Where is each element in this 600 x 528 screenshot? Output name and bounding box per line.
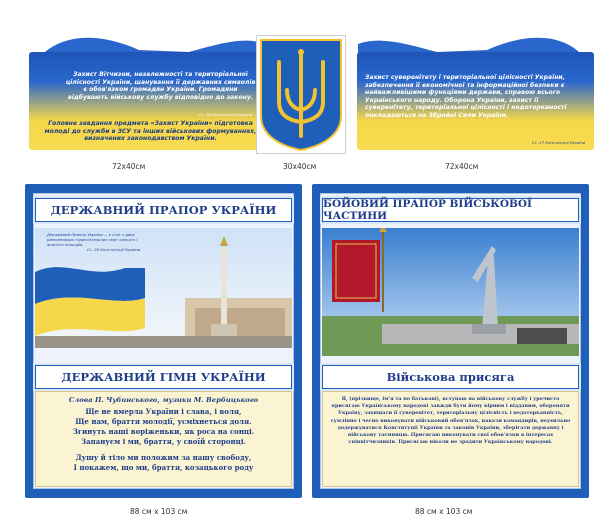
left-banner-text-2: Головне завдання предмета «Захист України» підготовка молоді до служби в ЗСУ та інших військових формуваннях, визначених законодавством України.: [44, 120, 257, 143]
flag-title: ДЕРЖАВНИЙ ПРАПОР УКРАЇНИ: [35, 198, 292, 222]
anthem-line: Душу й тіло ми положим за нашу свободу,: [75, 453, 252, 462]
anthem-line: І покажем, що ми, браття, козацького роду: [73, 463, 254, 472]
left-banner-cite: Ст. 65 Конституції України: [199, 112, 253, 117]
trident-icon: [257, 36, 345, 153]
right-banner-cite: Ст. 17 Конституції України: [532, 140, 586, 145]
emblem-size: 30x40см: [283, 162, 317, 171]
oath-text: Я, (прізвище, ім'я та по батькові), вступаю на військову службу і урочисто присягаю Українському народові завжди бути йому вірним і відданим, обороняти Україну, захищати її суверенітет, територіальну цілісність і недоторканність, сумлінно і чесно виконувати військовий обов'язок, накази командирів, неухильно додержуватися Конституції України та законів України, зберігати державну і військову таємницю. Присягаю виконувати свої обов'язки в інтересах співвітчизників. Присягаю ніколи не зрадити Українському народові.: [330, 396, 571, 446]
flag-anthem-poster: [25, 184, 302, 498]
motherland-photo: [322, 228, 579, 356]
anthem-title: ДЕРЖАВНИЙ ГІМН УКРАЇНИ: [35, 365, 292, 389]
battle-flag-poster: [312, 184, 589, 498]
left-banner-text-1: Захист Вітчизни, незалежності та територіальної цілісності України, шанування її державних символів є обов'язком громадян України. Громадяни відбувають військову службу відповідно до закону.: [65, 71, 256, 101]
left-banner-size: 72x40см: [112, 162, 146, 171]
oath-title: Військова присяга: [322, 365, 579, 389]
right-banner-size: 72x40см: [445, 162, 479, 171]
left-poster-size: 88 см х 103 см: [130, 507, 188, 516]
anthem-line: Ще не вмерла України і слава, і воля,: [85, 407, 242, 416]
anthem-line: Запануєм і ми, браття, у своїй сторонці.: [81, 437, 246, 446]
flag-note: [47, 232, 147, 252]
battle-flag-title: БОЙОВИЙ ПРАПОР ВІЙСЬКОВОЇ ЧАСТИНИ: [322, 198, 579, 222]
anthem-line: Ще нам, браття молодії, усміхнеться доля.: [75, 417, 252, 426]
flag-note-cite: Ст. 20 Конституції України: [87, 247, 141, 252]
right-poster-size: 88 см х 103 см: [415, 507, 473, 516]
anthem-authors: Слова П. Чубинського, музики М. Вербицького: [68, 396, 259, 404]
left-banner: [29, 30, 266, 152]
oath-box: [322, 391, 579, 487]
anthem-line: Згинуть наші воріженьки, як роса на сонці.: [72, 427, 255, 436]
flag-note-text: Державний Прапор України — є стяг з двох рівновеликих горизонтальних смуг синього і жовтого кольорів: [47, 232, 138, 247]
right-banner-text-1: Захист суверенітету і територіальної цілісності України, забезпечення її економічної та інформаційної безпеки є найважливішими функціями держави, справою всього Українського народу. Оборона України, захист її суверенітету, територіальної цілісності і недоторканості покладаються на Збройні Сили України.: [365, 74, 567, 119]
anthem-box: [35, 391, 292, 487]
trident-emblem: [256, 35, 346, 154]
right-banner: [357, 30, 594, 152]
